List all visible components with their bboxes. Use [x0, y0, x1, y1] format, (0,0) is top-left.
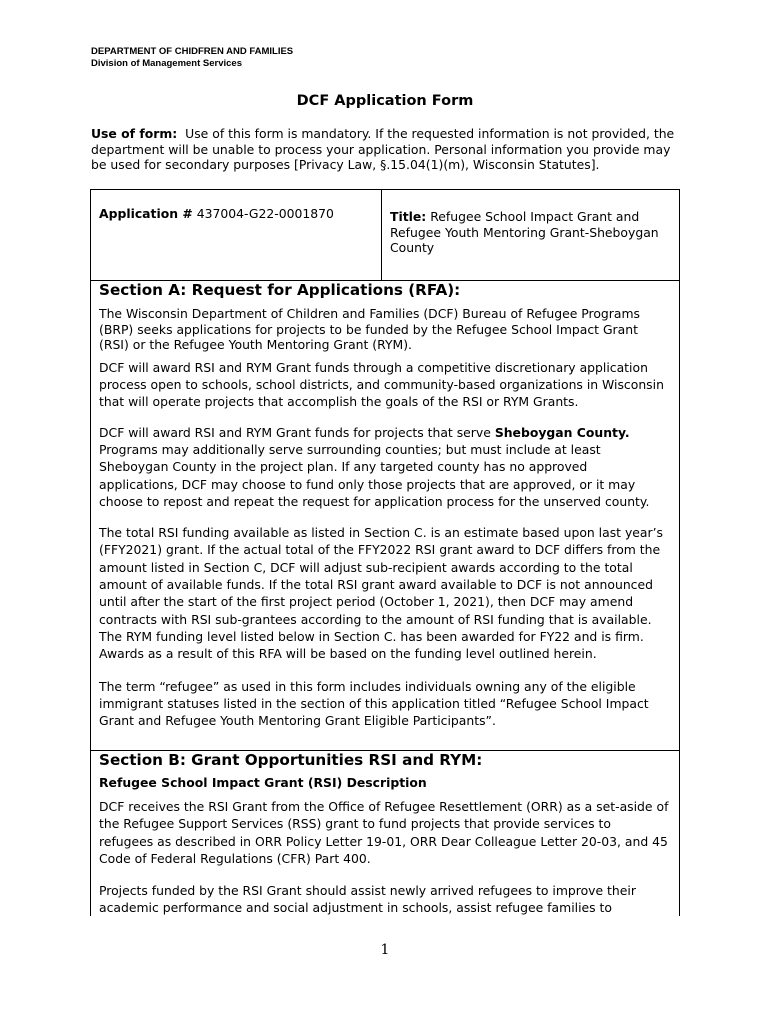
section-a-paragraph-3 — [99, 424, 669, 510]
application-title-value: Refugee School Impact Grant and Refugee Youth Mentoring Grant-Sheboygan County — [390, 209, 659, 255]
target-county: Sheboygan County. — [494, 424, 630, 440]
use-of-form-label: Use of form: — [91, 126, 178, 141]
section-a-heading: Section A: Request for Applications (RFA): — [99, 281, 461, 299]
section-b — [99, 751, 669, 916]
document-header — [91, 46, 293, 70]
section-a — [99, 281, 669, 729]
application-number — [99, 206, 334, 221]
section-a-paragraph-5: The term “refugee” as used in this form includes individuals owning any of the eligible immigrant statuses listed in the section of this application titled “Refugee School Impact Grant and Refugee Youth Mentoring Grant Eligible Participants”. — [99, 678, 649, 729]
section-a-paragraph-3-end: Programs may additionally serve surrounding counties; but must include at least Sheboygan County in the project plan. If any targeted county has no approved applications, DCF may choose to fund only those projects that are approved, or it may choose to repost and repeat the request for application process for the unserved county. — [99, 441, 650, 509]
department-name: DEPARTMENT OF CHIDFREN AND FAMILIES — [91, 46, 294, 57]
application-number-value: 437004-G22-0001870 — [196, 206, 334, 221]
section-a-paragraph-3-start: DCF will award RSI and RYM Grant funds for projects that serve — [99, 424, 495, 440]
application-table — [90, 189, 680, 916]
application-info-row — [91, 190, 679, 281]
application-number-cell — [91, 190, 382, 280]
section-b-paragraph-1: DCF receives the RSI Grant from the Office of Refugee Resettlement (ORR) as a set-aside of the Refugee Support Services (RSS) grant to fund projects that provide services to refugees as described in ORR Policy Letter 19-01, ORR Dear Colleague Letter 20-03, and 45 Code of Federal Regulations (CFR) Part 400. — [99, 799, 669, 866]
section-a-paragraph-4: The total RSI funding available as listed in Section C. is an estimate based upon last year’s (FFY2021) grant. If the actual total of the FFY2022 RSI grant award to DCF differs from the amount listed in Section C, DCF will adjust sub-recipient awards according to the total amount of available funds. If the total RSI grant award available to DCF is not announced until after the start of the first project period (October 1, 2021), then DCF may amend contracts with RSI sub-grantees according to the amount of RSI funding that is available. The RYM funding level listed below in Section C. has been awarded for FY22 and is firm. Awards as a result of this RFA will be based on the funding level outlined herein. — [99, 525, 664, 662]
section-a-paragraph-2: DCF will award RSI and RYM Grant funds through a competitive discretionary application process open to schools, school districts, and community-based organizations in Wisconsin that will operate projects that accomplish the goals of the RSI or RYM Grants. — [99, 359, 664, 410]
section-b-paragraph-2: Projects funded by the RSI Grant should assist newly arrived refugees to improve their academic performance and social adjustment in schools, assist refugee families to — [99, 883, 636, 916]
application-number-label: Application # — [99, 206, 193, 221]
use-of-form-text: Use of this form is mandatory. If the requested information is not provided, the department will be unable to process your application. Personal information you provide may be used for secondary purposes [Privacy Law, §.15.04(1)(m), Wisconsin Statutes]. — [91, 126, 675, 172]
division-name: Division of Management Services — [91, 58, 242, 69]
application-title — [390, 209, 670, 256]
application-title-label: Title: — [390, 209, 427, 224]
form-title: DCF Application Form — [296, 93, 474, 109]
section-b-heading: Section B: Grant Opportunities RSI and RYM: — [99, 751, 483, 769]
use-of-form-notice — [91, 126, 681, 173]
rsi-description-heading: Refugee School Impact Grant (RSI) Description — [99, 775, 427, 790]
section-a-paragraph-1: The Wisconsin Department of Children and Families (DCF) Bureau of Refugee Programs (BRP) seeks applications for projects to be funded by the Refugee School Impact Grant (RSI) or the Refugee Youth Mentoring Grant (RYM). — [99, 306, 640, 353]
page-number: 1 — [380, 942, 390, 958]
